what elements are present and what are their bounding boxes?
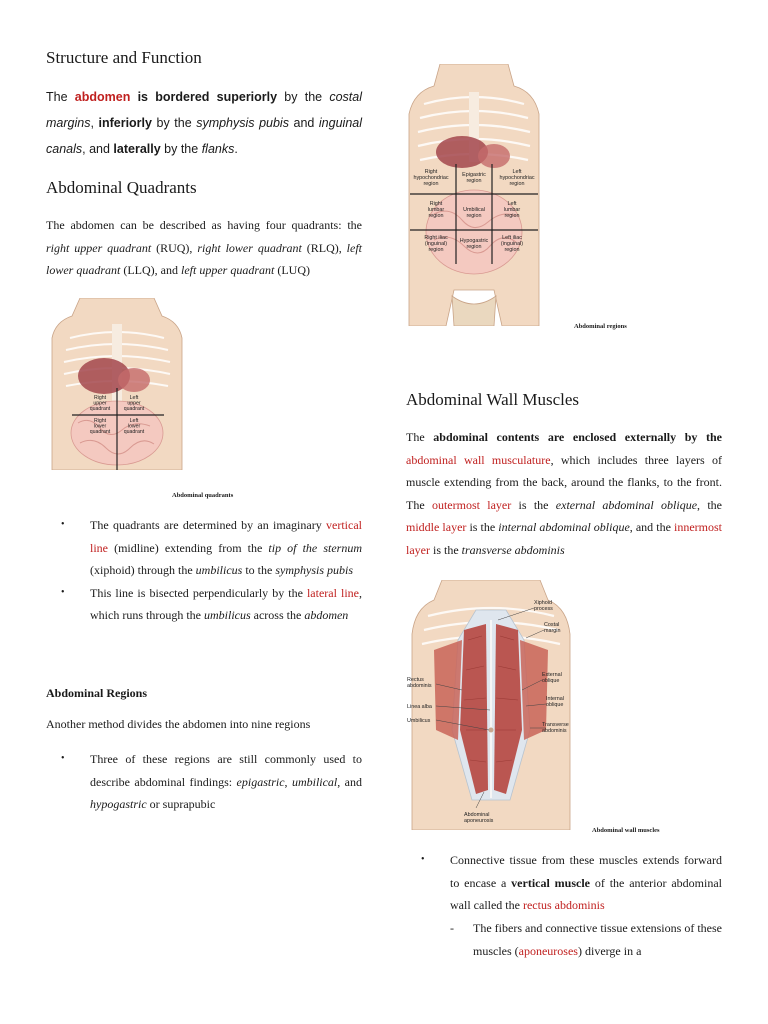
label-costal: Costal margin bbox=[544, 622, 561, 634]
sub-bullet-aponeuroses: - The fibers and connective tissue extensions of these muscles (aponeuroses) diverge in a bbox=[473, 917, 722, 962]
label-hypogastric: Hypogastric region bbox=[459, 238, 489, 250]
regions-caption: Abdominal regions bbox=[574, 323, 627, 330]
label-right-iliac: Right iliac (inguinal) region bbox=[424, 235, 448, 253]
dash-marker: - bbox=[450, 921, 454, 935]
label-left-hypochondriac: Left hypochondriac region bbox=[499, 169, 535, 187]
label-luq: Left upper quadrant bbox=[123, 395, 145, 412]
regions-figure bbox=[406, 64, 542, 326]
label-transverse-abdominis: Transverse abdominis bbox=[542, 722, 569, 734]
torso-regions-illustration bbox=[406, 64, 542, 326]
bullet-lateral-line: • This line is bisected perpendicularly by the lateral line, which runs through the umbilicus across the abdomen bbox=[90, 582, 362, 627]
regions-bullet-list bbox=[61, 748, 362, 816]
label-epigastric: Epigastric region bbox=[462, 172, 486, 184]
label-rectus: Rectus abdominis bbox=[407, 677, 432, 689]
bullet-dot: • bbox=[61, 586, 65, 598]
quadrants-paragraph: The abdomen can be described as having four quadrants: the right upper quadrant (RUQ), right lower quadrant (RLQ), left lower quadrant (LLQ), and left upper quadrant (LUQ) bbox=[46, 218, 362, 277]
label-xiphoid: Xiphoid process bbox=[534, 600, 553, 612]
heading-abdominal-wall-muscles: Abdominal Wall Muscles bbox=[406, 390, 580, 409]
bullet-connective-tissue: • Connective tissue from these muscles extends forward to encase a vertical muscle of the anterior abdominal wall called the rectus abdominis bbox=[450, 849, 722, 917]
bullet-three-regions: • Three of these regions are still commonly used to describe abdominal findings: epigastric, umbilical, and hypogastric or suprapubic bbox=[90, 748, 362, 816]
torso-quadrants-illustration bbox=[50, 298, 184, 470]
label-umbilicus: Umbilicus bbox=[407, 718, 431, 724]
label-aponeurosis: Abdominal aponeurosis bbox=[464, 812, 494, 824]
quadrants-caption: Abdominal quadrants bbox=[172, 492, 234, 499]
label-ruq: Right upper quadrant bbox=[89, 395, 111, 412]
label-right-hypochondriac: Right hypochondriac region bbox=[413, 169, 449, 187]
wall-muscles-paragraph: The abdominal contents are enclosed externally by the abdominal wall musculature, which includes three layers of muscle extending from the back, around the flanks, to the front. The outermost layer is the external abdominal oblique, the middle layer is the internal abdominal oblique, and the innermost layer is the transverse abdominis bbox=[406, 430, 722, 557]
muscles-figure bbox=[406, 580, 576, 830]
abdominal-muscles-illustration bbox=[406, 580, 576, 830]
bullet-dot: • bbox=[61, 519, 65, 530]
bullet-vertical-line: • The quadrants are determined by an imaginary vertical line (midline) extending from the tip of the sternum (xiphoid) through the umbilicus to the symphysis pubis bbox=[90, 514, 362, 582]
heading-structure-function: Structure and Function bbox=[46, 48, 202, 67]
label-llq: Left lower quadrant bbox=[123, 418, 145, 435]
label-external-oblique: External oblique bbox=[542, 672, 562, 684]
heading-abdominal-regions: Abdominal Regions bbox=[46, 686, 148, 700]
intro-paragraph: The abdomen is bordered superiorly by the costal margins, inferiorly by the symphysis pubis and inguinal canals, and laterally by the flanks. bbox=[46, 90, 363, 156]
label-internal-oblique: Internal oblique bbox=[546, 696, 564, 708]
label-umbilical: Umbilical region bbox=[463, 207, 485, 219]
muscles-caption: Abdominal wall muscles bbox=[592, 827, 660, 834]
quadrants-figure bbox=[50, 298, 184, 470]
label-left-iliac: Left iliac (inguinal) region bbox=[500, 235, 524, 253]
quadrants-bullet-list bbox=[61, 514, 362, 627]
heading-abdominal-quadrants: Abdominal Quadrants bbox=[46, 178, 197, 197]
label-right-lumbar: Right lumbar region bbox=[427, 201, 445, 219]
bullet-dot: • bbox=[61, 753, 65, 764]
label-linea-alba: Linea alba bbox=[407, 704, 432, 710]
label-rlq: Right lower quadrant bbox=[89, 418, 111, 435]
regions-paragraph: Another method divides the abdomen into nine regions bbox=[46, 717, 311, 731]
label-left-lumbar: Left lumbar region bbox=[503, 201, 521, 219]
muscles-bullet-list bbox=[421, 849, 723, 917]
muscles-sub-bullet-list bbox=[450, 917, 722, 962]
bullet-dot: • bbox=[421, 854, 425, 865]
